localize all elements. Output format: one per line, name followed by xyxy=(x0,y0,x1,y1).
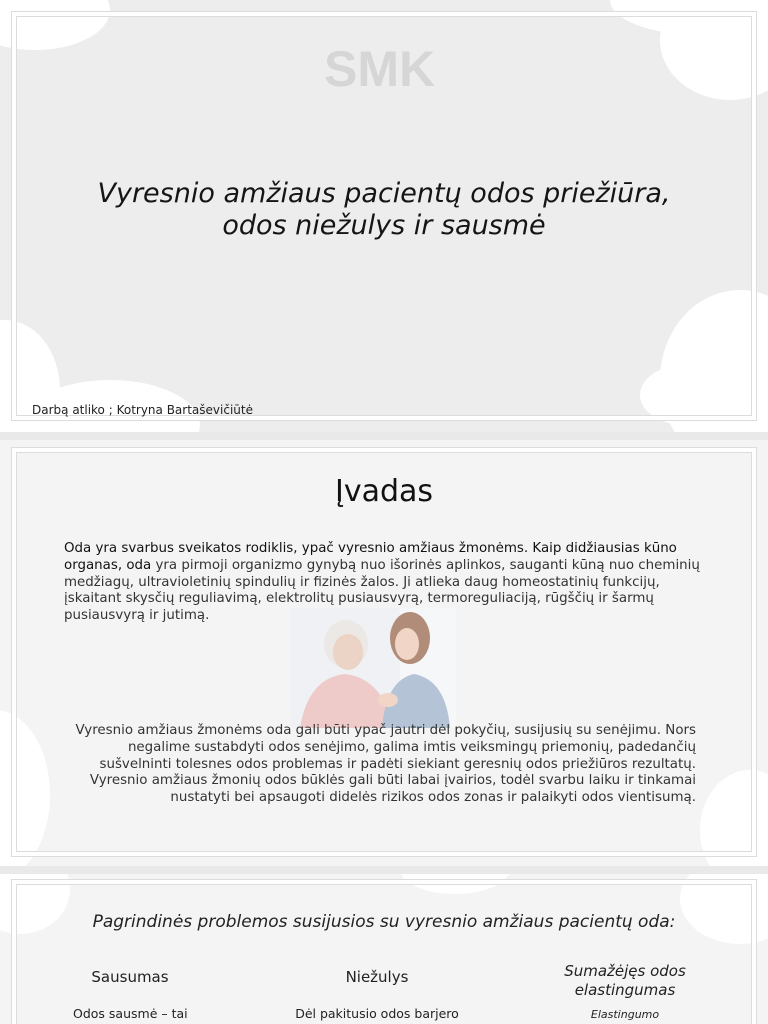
patient-photo xyxy=(290,608,456,728)
title-slide[interactable] xyxy=(0,0,768,432)
column-text: Odos sausmė – tai xyxy=(73,1006,188,1021)
author-credit: Darbą atliko ; Kotryna Bartaševičiūtė xyxy=(32,403,253,417)
aging-skin-paragraph: Vyresnio amžiaus žmonėms oda gali būti ypač jautri dėl pokyčių, susijusių su senėjimu. Nors negalime sustabdyti odos senėjimo, galima imtis veiksmingų priemonių, padedančių sušvelninti tolesnes odos problemas ir padėti siekiant geresnių odos priežiūros rezultatų. Vyresnio amžiaus žmonių odos būklės gali būti labai įvairios, todėl svarbu laiku ir tinkamai nustatyti bei apsaugoti didelės rizikos odos zonas ir palaikyti odos vientisumą. xyxy=(75,723,696,806)
column-text: Dėl pakitusio odos barjero xyxy=(295,1006,459,1021)
photo-illustration xyxy=(290,608,456,728)
intro-lead-text: Oda yra svarbus sveikatos rodiklis, ypač vyresnio amžiaus žmonėms. Kaip didžiausias kūno organas, oda xyxy=(64,541,677,573)
problem-column-dryness xyxy=(40,968,220,1022)
intro-slide[interactable] xyxy=(0,440,768,866)
title-line-1: Vyresnio amžiaus pacientų odos priežiūra, xyxy=(97,178,671,209)
smk-logo xyxy=(0,42,768,94)
slide-title: Pagrindinės problemos susijusios su vyresnio amžiaus pacientų oda: xyxy=(92,912,676,932)
problems-slide[interactable] xyxy=(0,874,768,1024)
column-heading: Sumažėjęs odos elastingumas xyxy=(564,962,686,999)
smk-logo-graphic xyxy=(324,42,444,90)
presentation-title xyxy=(40,178,728,242)
column-heading: Niežulys xyxy=(345,968,409,986)
logo-text: SMK xyxy=(324,42,436,90)
slide-title: Įvadas xyxy=(334,474,434,509)
column-heading: Sausumas xyxy=(91,968,169,986)
column-text: Elastingumo xyxy=(590,1008,660,1021)
intro-body-text: yra pirmoji organizmo gynybą nuo išorinės aplinkos, sauganti kūną nuo cheminių medžiagų, ultravioletinių spindulių ir fizinės žalos. Ji atlieka daug homeostatinių funkcijų, įskaitant skysčių reguliavimą, elektrolitų pusiausvyrą, termoreguliaciją, rūgščių ir šarmų pusiausvyrą ir jutimą. xyxy=(64,557,700,624)
problem-column-itching xyxy=(286,968,468,1022)
problem-column-elasticity xyxy=(530,962,720,1023)
title-line-2: odos niežulys ir sausmė xyxy=(222,210,546,241)
